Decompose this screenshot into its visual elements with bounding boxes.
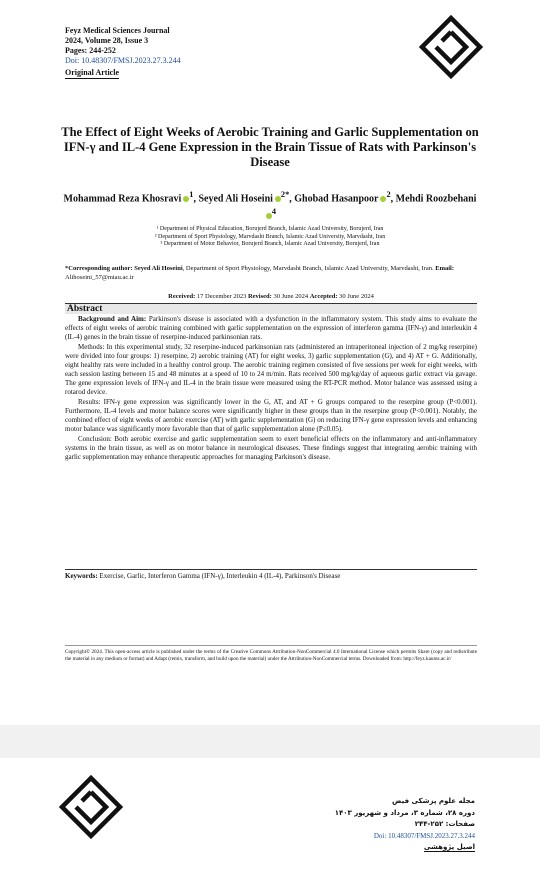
corresponding-label: *Corresponding author: <box>65 265 133 272</box>
persian-volume: دوره ۲۸، شماره ۳، مرداد و شهریور ۱۴۰۳ <box>334 808 475 817</box>
affiliations <box>80 226 460 249</box>
article-title: The Effect of Eight Weeks of Aerobic Training and Garlic Supplementation on IFN-γ and IL-4 Gene Expression in the Brain Tissue of Rats with Parkinson's Disease <box>61 125 479 169</box>
corresponding-name: Seyed Ali Hoseini <box>134 265 183 272</box>
background-text: Parkinson's disease is associated with a dysfunction in the inflammatory system. This study aims to evaluate the effects of eight weeks of aerobic training combined with garlic supplementation on the expression of interferon gamma (IFN-γ) and interleukin 4 (IL-4) genes in the brain tissue of reserpine-induced parkinsonian rats. <box>65 315 478 341</box>
article-type: Original Article <box>65 68 119 77</box>
author-name: Ghobad Hasanpoor <box>294 193 379 205</box>
email-address[interactable]: Alihoseini_57@miau.ac.ir <box>65 273 134 281</box>
keywords <box>65 569 477 581</box>
persian-journal-name: مجله علوم پزشکی فیض <box>392 797 475 805</box>
revised-date: 30 June 2024 <box>273 293 309 300</box>
article-dates <box>65 293 477 301</box>
persian-pages: صفحات: ۲۵۲-۲۴۴ <box>414 820 475 828</box>
abstract-background <box>65 315 477 342</box>
affiliation: ³ Department of Motor Behavior, Borujerd Branch, Islamic Azad University, Borujerd, Iran <box>160 241 380 247</box>
author-sup: 1 <box>189 190 194 199</box>
affiliation: ² Department of Sport Physiology, Marvdasht Branch, Islamic Azad University, Marvdasht, Iran <box>154 233 386 240</box>
journal-name: Feyz Medical Sciences Journal <box>65 26 170 35</box>
affiliation: ¹ Department of Physical Education, Borujerd Branch, Islamic Azad University, Borujerd, Iran <box>156 226 384 232</box>
abstract-conclusion: Conclusion: Both aerobic exercise and garlic supplementation seem to exert beneficial effects on the inflammatory and anti-inflammatory systems in the brain tissue, as well as on motor balance in neurological diseases. These findings suggest that integrating aerobic training with garlic supplementation may enhance therapeutic approaches for managing Parkinson's disease. <box>65 435 477 461</box>
copyright-notice: Copyright© 2024. This open-access article is published under the terms of the Creative Commons Attribution-NonCommercial 4.0 International License which permits Share (copy and redistribute the material in any medium or format) and Adapt (remix, transform, and build upon the material) under the Attribution-NonCommercial terms. Downloaded from: http://feyz.kaums.ac.ir/ <box>65 645 477 663</box>
email-label: Email: <box>435 265 455 272</box>
keywords-text: Exercise, Garlic, Interferon Gamma (IFN-γ), Interleukin 4 (IL-4), Parkinson's Disease <box>99 572 341 580</box>
revised-label: Revised: <box>247 293 272 300</box>
persian-header <box>315 796 475 854</box>
abstract-methods: Methods: In this experimental study, 32 reserpine-induced parkinsonian rats (administered an intraperitoneal injection of 2 mg/kg reserpine) were divided into four groups: 1) reserpine, 2) aerobic training (AT) for eight weeks, 3) garlic supplementation (G), and 4) AT + G. Additionally, eight healthy rats were included in a healthy control group. The aerobic training regimen consisted of five sessions per week for eight weeks, with each session lasting between 15 and 48 minutes at a speed of 10 to 24 m/min. Rats received 500 mg/kg/day of aqueous garlic extract via gavage. The gene expression levels of IFN-γ and IL-4 in the brain tissue were measured using the RT-PCR method. Motor balance was assessed using a rotarod device. <box>65 343 477 396</box>
author-name: Seyed Ali Hoseini <box>198 193 273 205</box>
abstract-results: Results: IFN-γ gene expression was significantly lower in the G, AT, and AT + G groups compared to the reserpine group (P<0.001). Furthermore, IL-4 levels and motor balance scores were significantly higher in these groups than in the reserpine group (P<0.001). Notably, the combined effect of eight weeks of aerobic exercise (AT) with garlic supplementation (G) on reducing IFN-γ gene expression levels and enhancing motor balance was significantly more favorable than that of garlic supplementation alone (P≤0.05). <box>65 398 477 433</box>
author-sup: 2 <box>386 190 391 199</box>
persian-doi-link[interactable]: Doi: 10.48307/FMSJ.2023.27.3.244 <box>373 831 475 840</box>
author-name: Mohammad Reza Khosravi <box>63 193 182 205</box>
received-label: Received: <box>168 293 196 300</box>
doi-link[interactable]: Doi: 10.48307/FMSJ.2023.27.3.244 <box>65 56 181 65</box>
keywords-label: Keywords: <box>65 572 98 580</box>
author-sup: 4 <box>271 207 277 217</box>
author-sup: 2* <box>280 190 290 199</box>
corresponding-address: , Department of Sport Physiology, Marvdasht Branch, Islamic Azad University, Marvdasht, Iran. <box>182 265 434 272</box>
corresponding-author <box>65 265 477 282</box>
journal-volume: 2024, Volume 28, Issue 3 <box>65 36 149 45</box>
abstract-body <box>65 315 477 463</box>
journal-logo-icon <box>418 14 484 80</box>
abstract-heading: Abstract <box>65 303 477 314</box>
received-date: 17 December 2023 <box>196 293 247 300</box>
author-name: Mehdi Roozbehani <box>395 193 477 205</box>
persian-article-type: اصیل پژوهشی <box>423 843 475 851</box>
accepted-label: Accepted: <box>309 293 338 300</box>
accepted-date: 30 June 2024 <box>339 293 374 300</box>
journal-header <box>65 26 181 79</box>
journal-pages: Pages: 244-252 <box>65 46 116 55</box>
journal-logo-icon <box>58 774 124 840</box>
author-list: Mohammad Reza Khosravi $^1$, Seyed Ali Hoseini $^{2*}$, Ghobad Hasanpoor $^2$, Mehdi Roozbehani$^4$ <box>60 188 480 223</box>
background-label: Background and Aim: <box>78 315 147 323</box>
